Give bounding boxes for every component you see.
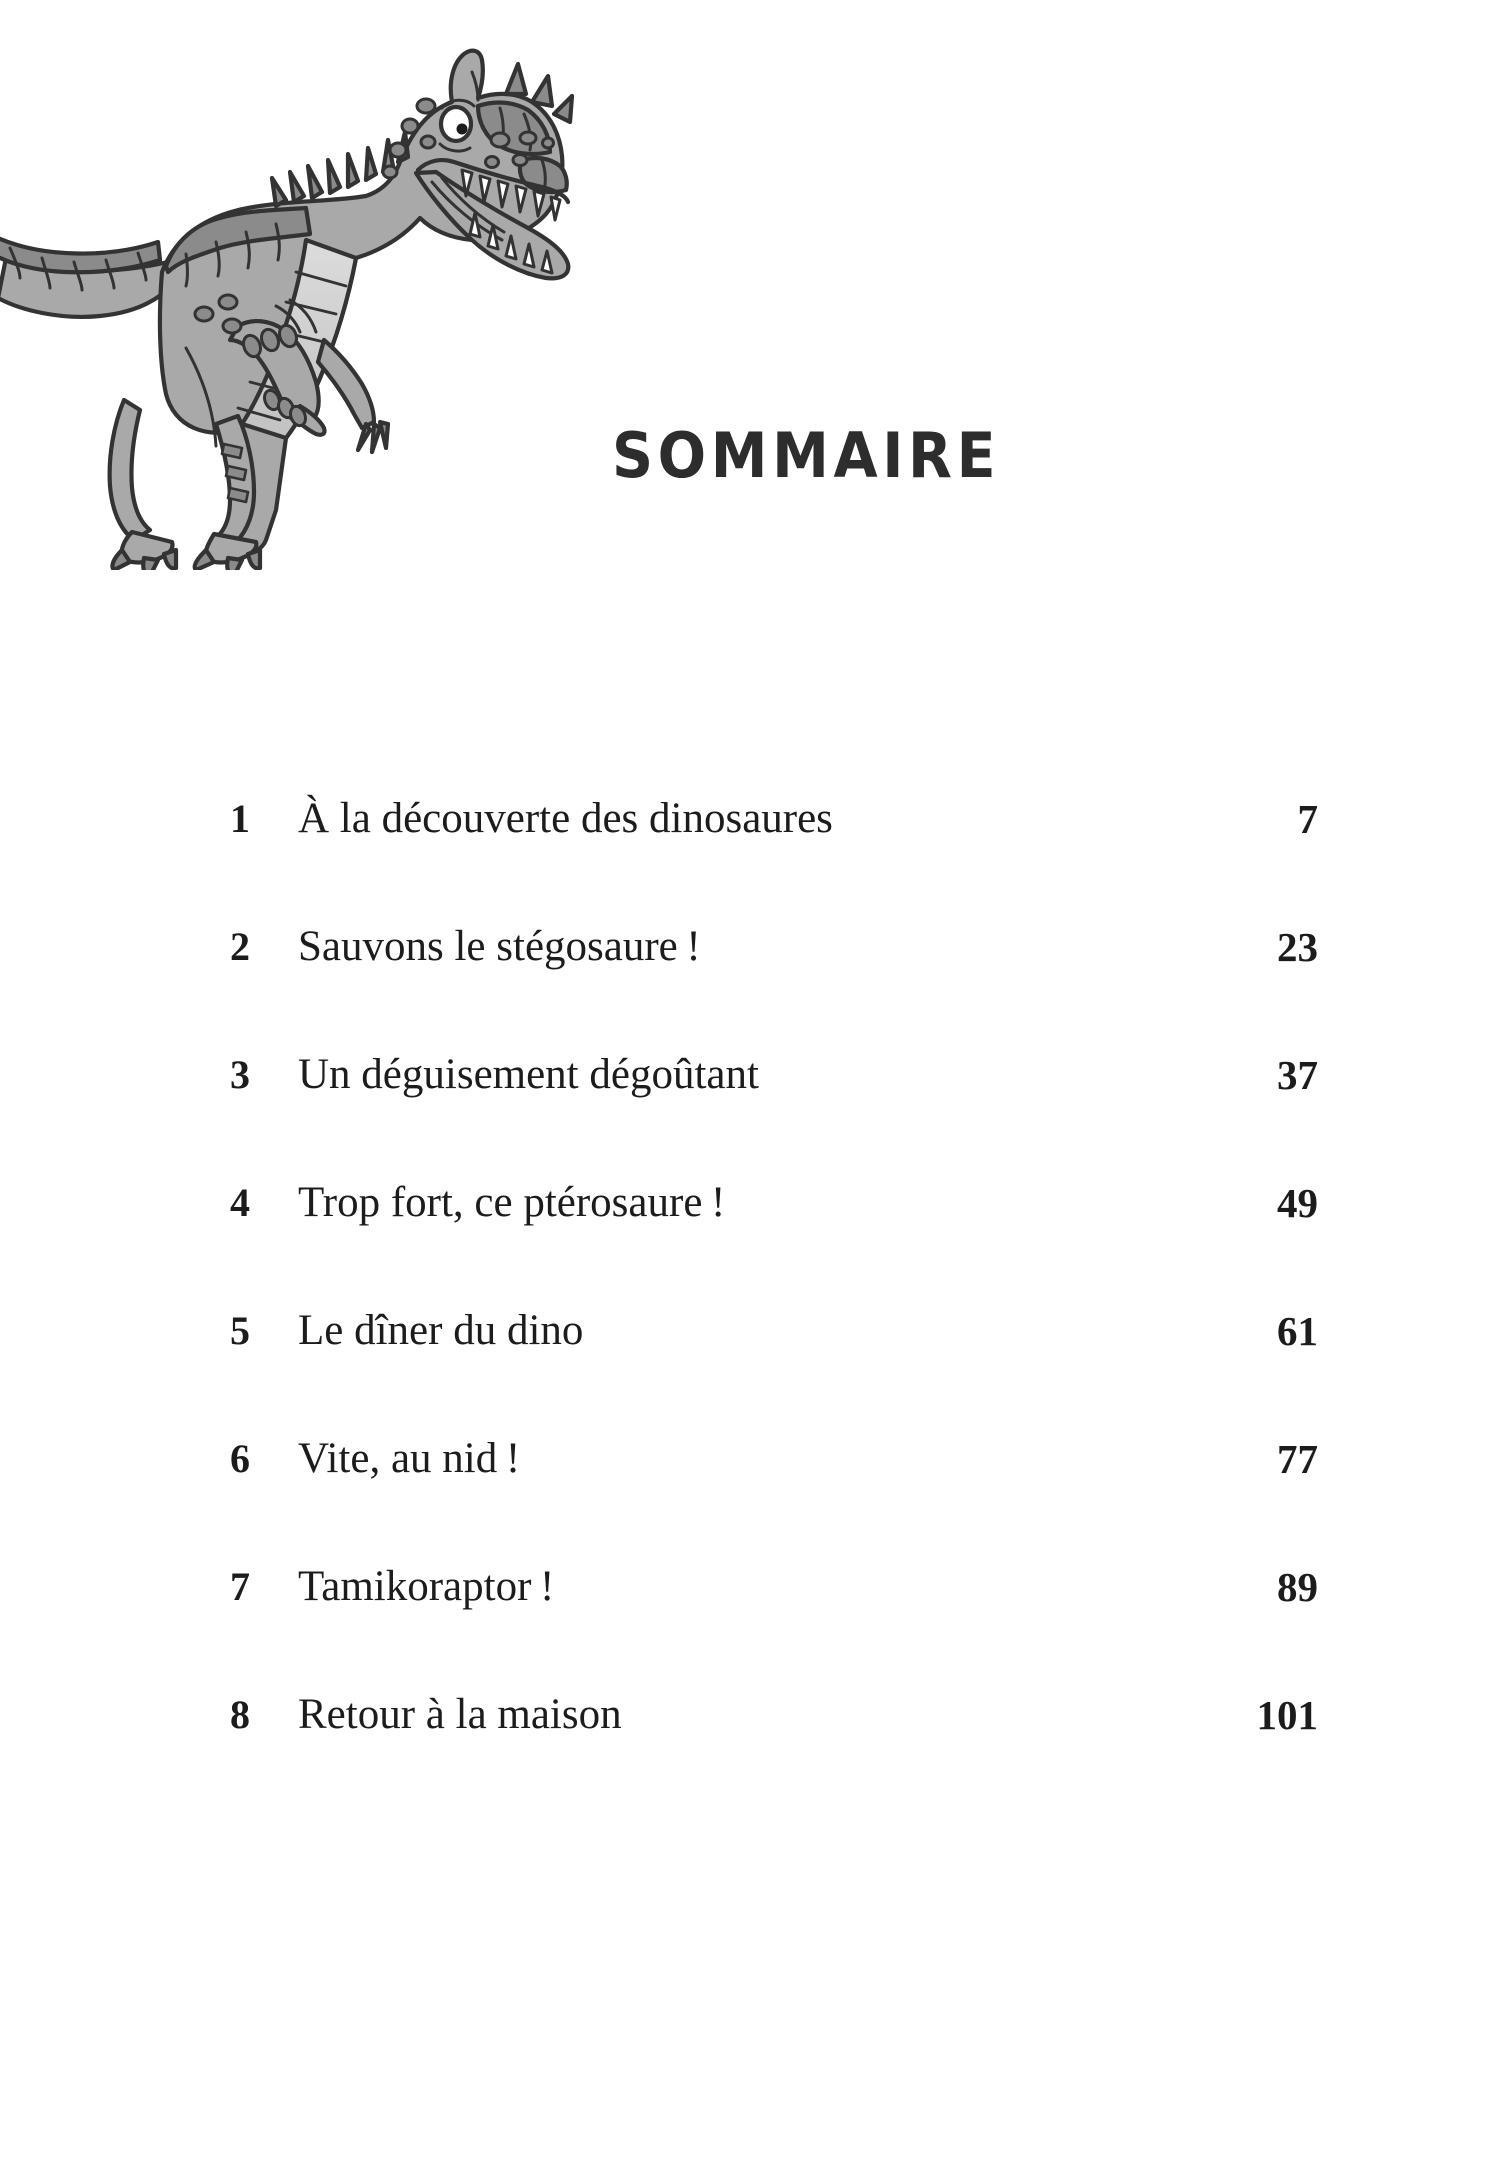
toc-entry-3[interactable]: [0, 1046, 1510, 1174]
toc-entry-1[interactable]: [0, 790, 1510, 918]
table-of-contents: [0, 790, 1510, 1814]
toc-entry-5[interactable]: [0, 1302, 1510, 1430]
toc-chapter-title: À la découverte des dinosaures: [298, 795, 833, 842]
toc-page-number: 23: [1277, 924, 1318, 970]
toc-chapter-number: 1: [230, 796, 250, 841]
page-title: SOMMAIRE: [612, 419, 1001, 492]
toc-entry-2[interactable]: [0, 918, 1510, 1046]
toc-page-number: 37: [1277, 1052, 1318, 1098]
toc-chapter-title: Sauvons le stégosaure !: [298, 923, 701, 970]
toc-chapter-title: Trop fort, ce ptérosaure !: [298, 1179, 726, 1226]
toc-chapter-number: 3: [230, 1052, 250, 1097]
toc-page-number: 61: [1277, 1308, 1318, 1354]
toc-chapter-number: 2: [230, 924, 250, 969]
toc-page-number: 7: [1297, 796, 1318, 842]
toc-chapter-title: Retour à la maison: [298, 1691, 622, 1738]
toc-chapter-number: 6: [230, 1436, 250, 1481]
toc-chapter-title: Tamikoraptor !: [298, 1563, 555, 1610]
toc-entry-8[interactable]: [0, 1686, 1510, 1814]
toc-chapter-number: 5: [230, 1308, 250, 1353]
toc-page-number: 101: [1256, 1692, 1318, 1738]
dinosaur-illustration: [0, 10, 600, 570]
toc-page-number: 89: [1277, 1564, 1318, 1610]
toc-chapter-number: 8: [230, 1692, 250, 1737]
toc-entry-4[interactable]: [0, 1174, 1510, 1302]
toc-chapter-number: 7: [230, 1564, 250, 1609]
toc-chapter-title: Un déguisement dégoûtant: [298, 1051, 759, 1098]
toc-page-number: 77: [1277, 1436, 1318, 1482]
toc-chapter-title: Vite, au nid !: [298, 1435, 521, 1482]
toc-entry-6[interactable]: [0, 1430, 1510, 1558]
toc-chapter-title: Le dîner du dino: [298, 1307, 584, 1354]
toc-entry-7[interactable]: [0, 1558, 1510, 1686]
toc-page-number: 49: [1277, 1180, 1318, 1226]
toc-chapter-number: 4: [230, 1180, 250, 1225]
